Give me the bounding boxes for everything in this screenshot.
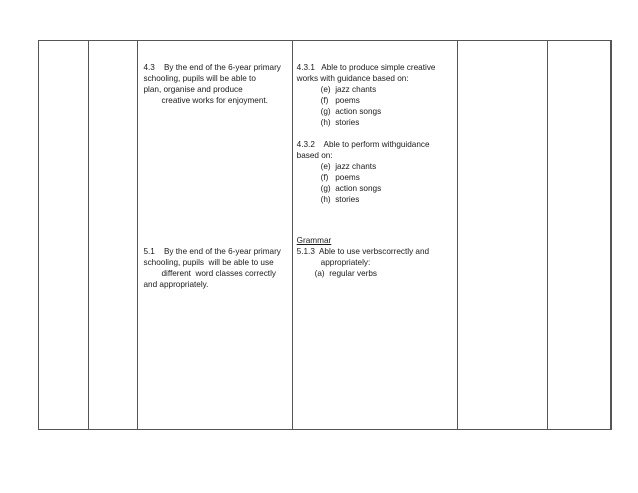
document-table <box>38 40 612 430</box>
learning-line: appropriately: <box>320 258 371 267</box>
list-item: (e) jazz chants <box>320 85 377 94</box>
list-item: (f) poems <box>320 173 360 182</box>
list-item: (e) jazz chants <box>320 162 377 171</box>
table-column-7 <box>610 41 611 429</box>
list-item: (f) poems <box>320 96 360 105</box>
standard-line: schooling, pupils will be able to <box>143 74 256 83</box>
table-column-2 <box>88 41 138 429</box>
table-column-6 <box>547 41 610 429</box>
learning-line: 5.1.3 Able to use verbscorrectly and <box>296 247 430 256</box>
list-item: (a) regular verbs <box>314 269 377 278</box>
learning-line: 4.3.2 Able to perform withguidance <box>296 140 430 149</box>
grammar-heading: Grammar <box>296 236 332 245</box>
standard-line: 4.3 By the end of the 6-year primary <box>143 63 281 72</box>
table-column-5 <box>457 41 548 429</box>
list-item: (h) stories <box>320 195 360 204</box>
learning-standard-column <box>292 41 457 429</box>
standard-line: 5.1 By the end of the 6-year primary <box>143 247 281 256</box>
content-standard-column <box>137 41 291 429</box>
table-column-1 <box>39 41 88 429</box>
standard-line: different word classes correctly <box>161 269 276 278</box>
learning-line: 4.3.1 Able to produce simple creative <box>296 63 436 72</box>
learning-line: based on: <box>296 151 333 160</box>
standard-line: schooling, pupils will be able to use <box>143 258 274 267</box>
list-item: (h) stories <box>320 118 360 127</box>
learning-line: works with guidance based on: <box>296 74 409 83</box>
standard-line: plan, organise and produce <box>143 85 243 94</box>
standard-line: and appropriately. <box>143 280 209 289</box>
list-item: (g) action songs <box>320 107 382 116</box>
list-item: (g) action songs <box>320 184 382 193</box>
standard-line: creative works for enjoyment. <box>161 96 268 105</box>
